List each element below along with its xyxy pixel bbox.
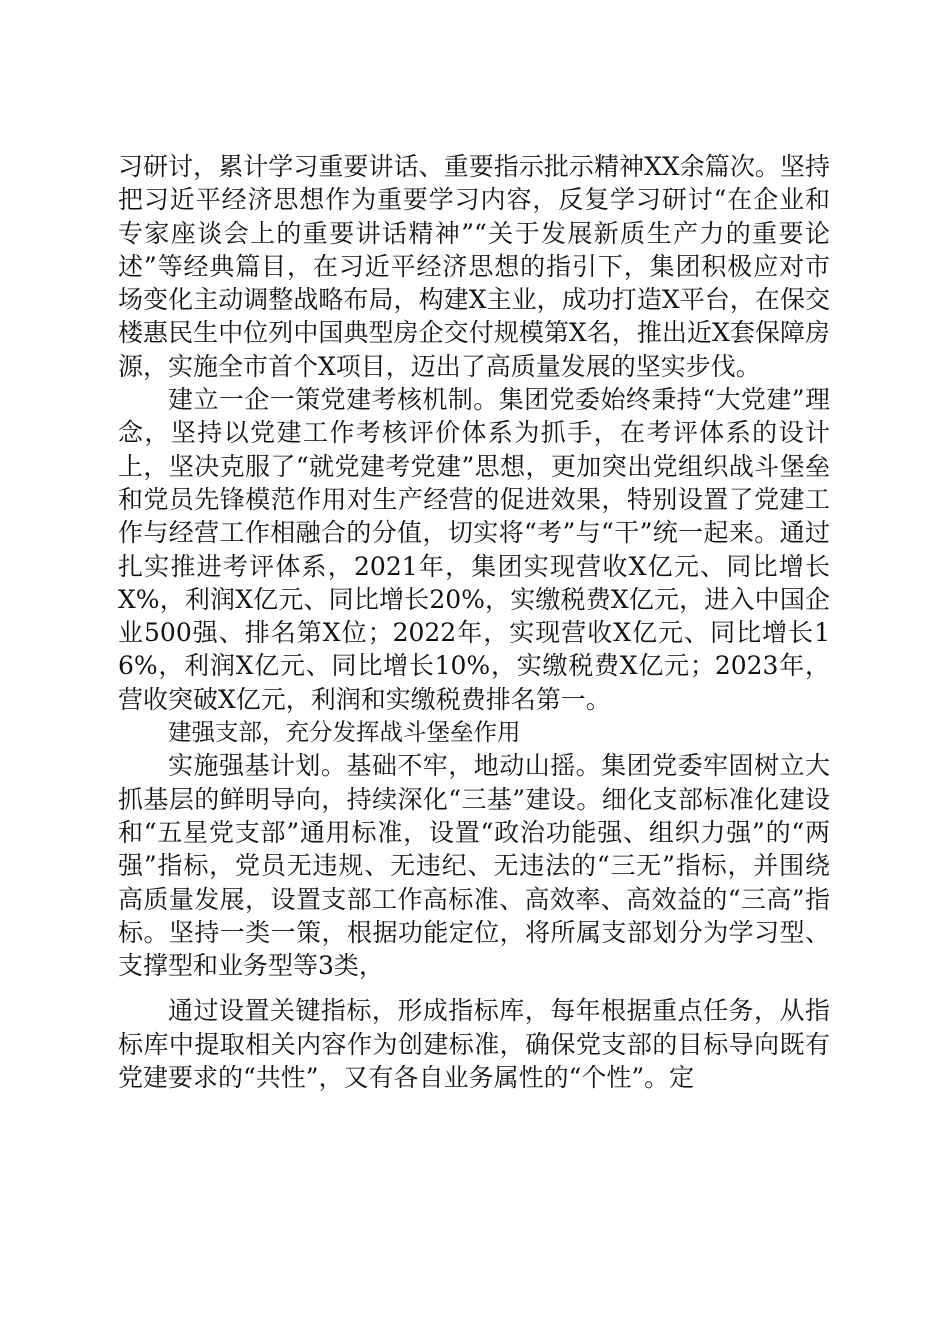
paragraph-assessment: 建立一企一策党建考核机制。集团党委始终秉持“大党建”理念，坚持以党建工作考核评价体系为抓手，在考评体系的设计上，坚决克服了“就党建考党建”思想，更加突出党组织战斗堡垒和党员先锋模范作用对生产经营的促进效果，特别设置了党建工作与经营工作相融合的分值，切实将“考”与“干”统一起来。通过扎实推进考评体系，2021年，集团实现营收X亿元、同比增长X%，利润X亿元、同比增长20%，实缴税费X亿元，进入中国企业500强、排名第X位；2022年，实现营收X亿元、同比增长16%，利润X亿元、同比增长10%，实缴税费X亿元；2023年，营收突破X亿元，利润和实缴税费排名第一。 — [118, 385, 830, 714]
paragraph-strengthen-base: 实施强基计划。基础不牢，地动山摇。集团党委牢固树立大抓基层的鲜明导向，持续深化“三基”建设。细化支部标准化建设和“五星党支部”通用标准，设置“政治功能强、组织力强”的“两强”指标，党员无违规、无违纪、无违法的“三无”指标，并围绕高质量发展，设置支部工作高标准、高效率、高效益的“三高”指标。坚持一类一策，根据功能定位，将所属支部划分为学习型、支撑型和业务型等3类， — [118, 751, 830, 981]
section-heading: 建强支部，充分发挥战斗堡垒作用 — [168, 718, 521, 747]
document-page — [118, 150, 830, 1094]
paragraph-study: 习研讨，累计学习重要讲话、重要指示批示精神XX余篇次。坚持把习近平经济思想作为重要学习内容，反复学习研讨“在企业和专家座谈会上的重要讲话精神”“关于发展新质生产力的重要论述”等经典篇目，在习近平经济思想的指引下，集团积极应对市场变化主动调整战略布局，构建X主业，成功打造X平台，在保交楼惠民生中位列中国典型房企交付规模第X名，推出近X套保障房源，实施全市首个X项目，迈出了高质量发展的坚实步伐。 — [118, 152, 830, 381]
paragraph-indicators: 通过设置关键指标，形成指标库，每年根据重点任务，从指标库中提取相关内容作为创建标准，确保党支部的目标导向既有党建要求的“共性”，又有各自业务属性的“个性”。定 — [118, 996, 830, 1093]
